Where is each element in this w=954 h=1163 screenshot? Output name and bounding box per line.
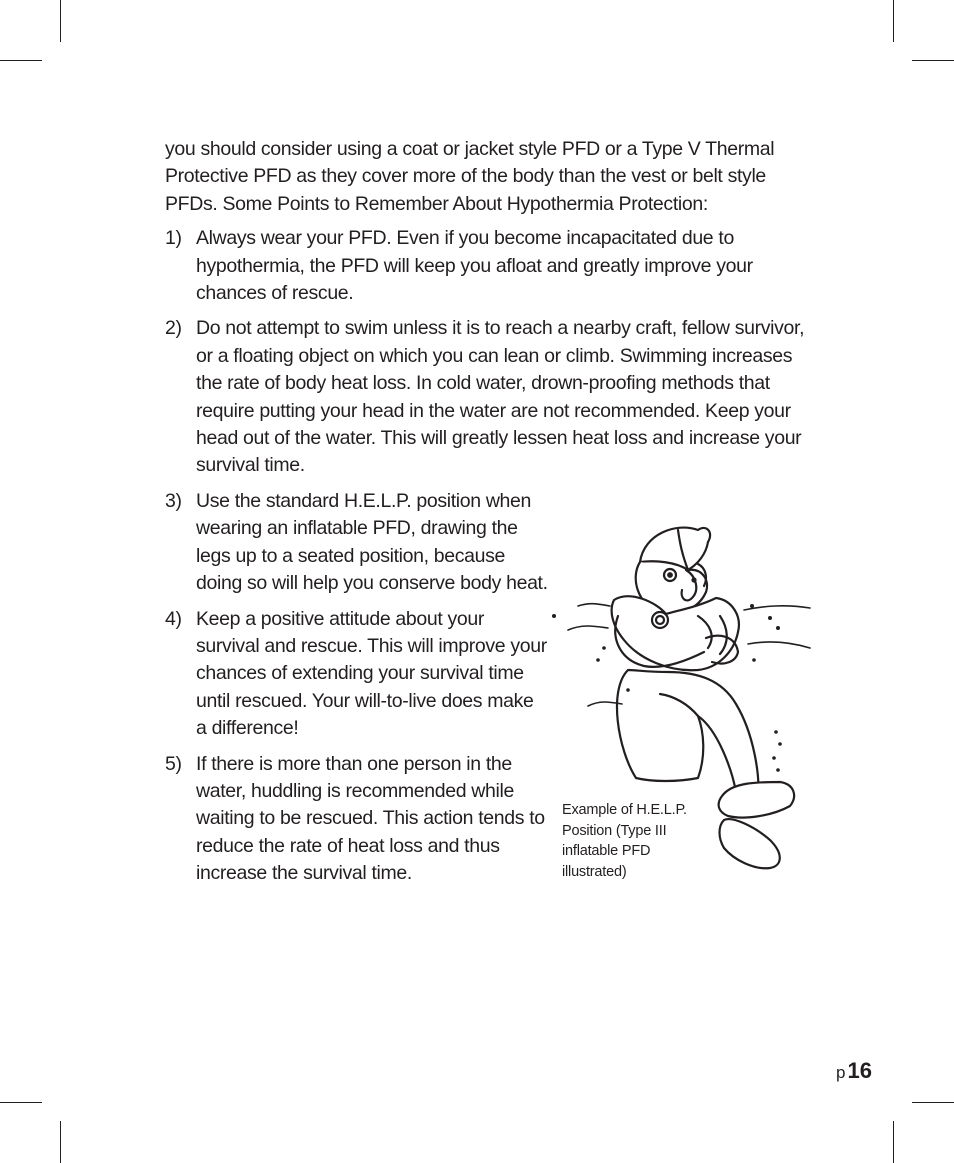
crop-mark-bottom-left-v: [60, 1121, 61, 1163]
crop-mark-top-right-h: [912, 60, 954, 61]
page-number-prefix: p: [836, 1063, 846, 1082]
crop-mark-top-left-v: [60, 0, 61, 42]
list-number: 3): [165, 489, 182, 512]
crop-mark-bottom-right-h: [912, 1102, 954, 1103]
crop-mark-bottom-left-h: [0, 1102, 42, 1103]
list-item-text: Always wear your PFD. Even if you become incapacitated due to hypothermia, the PFD will keep you afloat and greatly improve your chances of rescue.: [196, 227, 753, 305]
list-number: 4): [165, 607, 182, 630]
crop-mark-top-right-v: [893, 0, 894, 42]
list-number: 2): [165, 317, 182, 340]
page-number: [836, 1058, 872, 1086]
list-item-text: Do not attempt to swim unless it is to reach a nearby craft, fellow survivor, or a floating object on which you can lean or climb. Swimming increases the rate of body heat loss. In cold water, drown-proofing methods that require putting your head in the water are not recommended. Keep your head out of the water. This will greatly lessen heat loss and increase your survival time.: [196, 317, 805, 477]
list-item: [165, 488, 548, 598]
page-number-value: 16: [847, 1058, 872, 1083]
list-item: [165, 315, 815, 479]
list-item: [165, 751, 548, 888]
list-item-text: Use the standard H.E.L.P. position when wearing an inflatable PFD, drawing the legs up to a seated position, because doing so will help you conserve body heat.: [196, 489, 548, 595]
intro-paragraph: you should consider using a coat or jacket style PFD or a Type V Thermal Protective PFD as they cover more of the body than the vest or belt style PFDs. Some Points to Remember About Hypothermia Protection:: [165, 138, 775, 215]
list-item: [165, 225, 815, 307]
list-item-text: If there is more than one person in the water, huddling is recommended while waiting to be rescued. This action tends to reduce the rate of heat loss and thus increase the survival time.: [196, 752, 545, 885]
list-item: [165, 606, 548, 743]
crop-mark-top-left-h: [0, 60, 42, 61]
crop-mark-bottom-right-v: [893, 1121, 894, 1163]
list-item-text: Keep a positive attitude about your survival and rescue. This will improve your chances of extending your survival time until rescued. Your will-to-live does make a difference!: [196, 607, 547, 740]
figure-caption: Example of H.E.L.P. Position (Type III inflatable PFD illustrated): [562, 802, 687, 880]
list-number: 1): [165, 227, 182, 250]
list-number: 5): [165, 752, 182, 775]
